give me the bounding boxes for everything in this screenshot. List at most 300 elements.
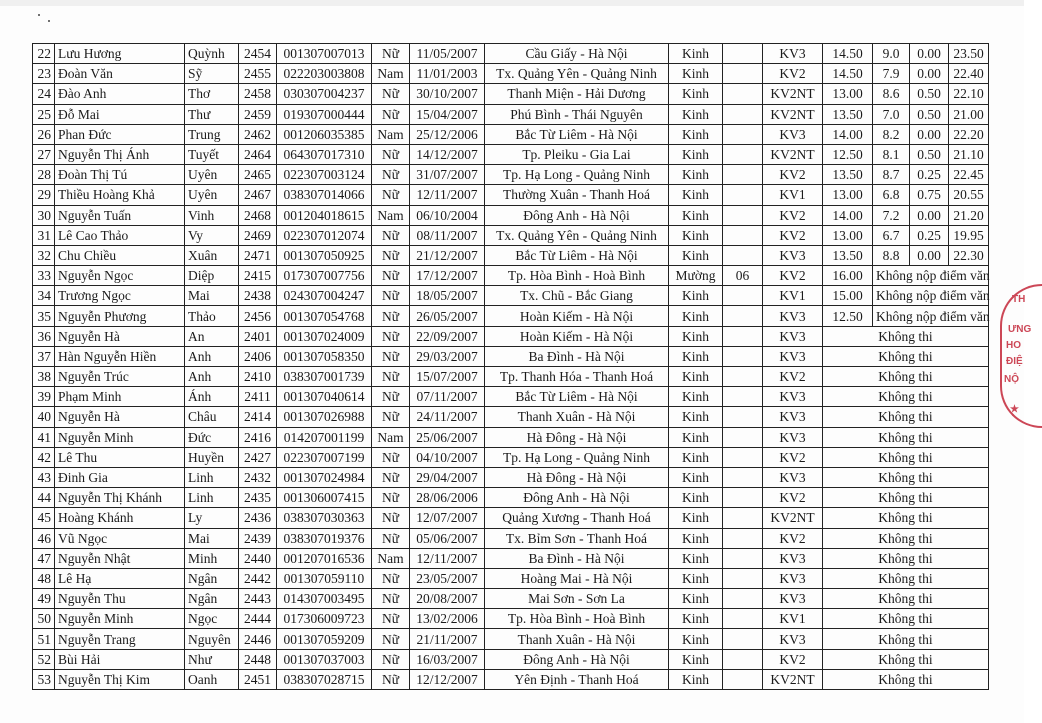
- ethnicity-code-cell: [723, 104, 763, 124]
- candidate-score-table: [32, 43, 989, 690]
- total-score-cell: 19.95: [949, 225, 989, 245]
- id-number-cell: 022307003124: [277, 165, 372, 185]
- score-cell: 14.00: [823, 124, 873, 144]
- region-cell: KV1: [763, 185, 823, 205]
- given-name-cell: Mai: [185, 286, 239, 306]
- candidate-number-cell: 2467: [239, 185, 277, 205]
- status-note-cell: Không thi: [823, 407, 989, 427]
- gender-cell: Nữ: [372, 629, 410, 649]
- birth-date-cell: 17/12/2007: [410, 266, 485, 286]
- row-number: 33: [33, 266, 55, 286]
- score-cell: 8.1: [873, 144, 910, 164]
- hometown-cell: Tx. Chũ - Bắc Giang: [485, 286, 669, 306]
- bonus-score-cell: 0.50: [910, 84, 949, 104]
- hometown-cell: Bắc Từ Liêm - Hà Nội: [485, 387, 669, 407]
- scan-speck: [48, 20, 50, 22]
- given-name-cell: Vinh: [185, 205, 239, 225]
- given-name-cell: Sỹ: [185, 64, 239, 84]
- bonus-score-cell: 0.00: [910, 64, 949, 84]
- gender-cell: Nữ: [372, 467, 410, 487]
- region-cell: KV3: [763, 407, 823, 427]
- table-row: [33, 407, 989, 427]
- ethnicity-code-cell: [723, 528, 763, 548]
- score-cell: 13.00: [823, 225, 873, 245]
- gender-cell: Nữ: [372, 367, 410, 387]
- family-name-cell: Trương Ngọc: [55, 286, 185, 306]
- gender-cell: Nữ: [372, 185, 410, 205]
- bonus-score-cell: 0.00: [910, 245, 949, 265]
- candidate-number-cell: 2440: [239, 548, 277, 568]
- status-note-cell: Không thi: [823, 528, 989, 548]
- total-score-cell: 23.50: [949, 44, 989, 64]
- family-name-cell: Chu Chiều: [55, 245, 185, 265]
- gender-cell: Nam: [372, 64, 410, 84]
- status-note-cell: Không thi: [823, 447, 989, 467]
- gender-cell: Nữ: [372, 266, 410, 286]
- candidate-number-cell: 2458: [239, 84, 277, 104]
- ethnicity-cell: Kinh: [669, 508, 723, 528]
- given-name-cell: Quỳnh: [185, 44, 239, 64]
- table-row: [33, 467, 989, 487]
- gender-cell: Nam: [372, 548, 410, 568]
- id-number-cell: 038307030363: [277, 508, 372, 528]
- family-name-cell: Nguyễn Thị Kim: [55, 669, 185, 689]
- score-cell: 6.8: [873, 185, 910, 205]
- ethnicity-cell: Kinh: [669, 104, 723, 124]
- hometown-cell: Bắc Từ Liêm - Hà Nội: [485, 245, 669, 265]
- status-note-cell: Không thi: [823, 387, 989, 407]
- family-name-cell: Thiều Hoàng Khả: [55, 185, 185, 205]
- gender-cell: Nữ: [372, 245, 410, 265]
- birth-date-cell: 21/12/2007: [410, 245, 485, 265]
- id-number-cell: 019307000444: [277, 104, 372, 124]
- ethnicity-code-cell: [723, 568, 763, 588]
- table-row: [33, 367, 989, 387]
- region-cell: KV3: [763, 346, 823, 366]
- family-name-cell: Lê Cao Thảo: [55, 225, 185, 245]
- row-number: 40: [33, 407, 55, 427]
- family-name-cell: Nguyễn Trang: [55, 629, 185, 649]
- ethnicity-cell: Kinh: [669, 44, 723, 64]
- birth-date-cell: 08/11/2007: [410, 225, 485, 245]
- given-name-cell: Ngân: [185, 589, 239, 609]
- bonus-score-cell: 0.00: [910, 205, 949, 225]
- given-name-cell: Ánh: [185, 387, 239, 407]
- ethnicity-code-cell: [723, 44, 763, 64]
- ethnicity-code-cell: [723, 609, 763, 629]
- red-official-stamp: [1000, 284, 1042, 428]
- birth-date-cell: 25/06/2007: [410, 427, 485, 447]
- ethnicity-cell: Kinh: [669, 609, 723, 629]
- hometown-cell: Tx. Quảng Yên - Quảng Ninh: [485, 64, 669, 84]
- total-score-cell: 22.45: [949, 165, 989, 185]
- family-name-cell: Hàn Nguyễn Hiền: [55, 346, 185, 366]
- score-cell: 14.00: [823, 205, 873, 225]
- id-number-cell: 001207016536: [277, 548, 372, 568]
- region-cell: KV2: [763, 649, 823, 669]
- region-cell: KV2: [763, 488, 823, 508]
- family-name-cell: Lê Hạ: [55, 568, 185, 588]
- candidate-number-cell: 2410: [239, 367, 277, 387]
- score-cell: 16.00: [823, 266, 873, 286]
- ethnicity-code-cell: [723, 548, 763, 568]
- candidate-number-cell: 2469: [239, 225, 277, 245]
- id-number-cell: 001307026988: [277, 407, 372, 427]
- family-name-cell: Đỗ Mai: [55, 104, 185, 124]
- birth-date-cell: 31/07/2007: [410, 165, 485, 185]
- candidate-number-cell: 2436: [239, 508, 277, 528]
- birth-date-cell: 13/02/2006: [410, 609, 485, 629]
- birth-date-cell: 06/10/2004: [410, 205, 485, 225]
- region-cell: KV2NT: [763, 669, 823, 689]
- family-name-cell: Nguyễn Minh: [55, 427, 185, 447]
- given-name-cell: Mai: [185, 528, 239, 548]
- status-note-cell: Không thi: [823, 346, 989, 366]
- gender-cell: Nam: [372, 124, 410, 144]
- hometown-cell: Bắc Từ Liêm - Hà Nội: [485, 124, 669, 144]
- table-row: [33, 124, 989, 144]
- hometown-cell: Thanh Miện - Hải Dương: [485, 84, 669, 104]
- row-number: 27: [33, 144, 55, 164]
- birth-date-cell: 11/01/2003: [410, 64, 485, 84]
- candidate-number-cell: 2471: [239, 245, 277, 265]
- hometown-cell: Hà Đông - Hà Nội: [485, 467, 669, 487]
- hometown-cell: Mai Sơn - Sơn La: [485, 589, 669, 609]
- id-number-cell: 038307001739: [277, 367, 372, 387]
- score-cell: 7.9: [873, 64, 910, 84]
- id-number-cell: 001307050925: [277, 245, 372, 265]
- stamp-text-fragment: HO: [1006, 340, 1021, 351]
- given-name-cell: Xuân: [185, 245, 239, 265]
- bonus-score-cell: 0.25: [910, 165, 949, 185]
- birth-date-cell: 22/09/2007: [410, 326, 485, 346]
- region-cell: KV3: [763, 548, 823, 568]
- id-number-cell: 022307007199: [277, 447, 372, 467]
- birth-date-cell: 26/05/2007: [410, 306, 485, 326]
- status-note-cell: Không thi: [823, 568, 989, 588]
- score-cell: 15.00: [823, 286, 873, 306]
- family-name-cell: Phạm Minh: [55, 387, 185, 407]
- hometown-cell: Thanh Xuân - Hà Nội: [485, 407, 669, 427]
- score-cell: 13.50: [823, 245, 873, 265]
- given-name-cell: Linh: [185, 488, 239, 508]
- ethnicity-code-cell: [723, 185, 763, 205]
- candidate-number-cell: 2444: [239, 609, 277, 629]
- region-cell: KV2: [763, 225, 823, 245]
- hometown-cell: Tp. Thanh Hóa - Thanh Hoá: [485, 367, 669, 387]
- given-name-cell: Linh: [185, 467, 239, 487]
- id-number-cell: 030307004237: [277, 84, 372, 104]
- id-number-cell: 038307014066: [277, 185, 372, 205]
- score-cell: 8.6: [873, 84, 910, 104]
- ethnicity-code-cell: [723, 387, 763, 407]
- family-name-cell: Phan Đức: [55, 124, 185, 144]
- ethnicity-code-cell: 06: [723, 266, 763, 286]
- table-row: [33, 508, 989, 528]
- family-name-cell: Nguyễn Tuấn: [55, 205, 185, 225]
- region-cell: KV3: [763, 245, 823, 265]
- table-row: [33, 488, 989, 508]
- table-row: [33, 245, 989, 265]
- bonus-score-cell: 0.50: [910, 104, 949, 124]
- region-cell: KV3: [763, 124, 823, 144]
- ethnicity-cell: Kinh: [669, 649, 723, 669]
- candidate-number-cell: 2416: [239, 427, 277, 447]
- ethnicity-code-cell: [723, 649, 763, 669]
- given-name-cell: Đức: [185, 427, 239, 447]
- candidate-number-cell: 2462: [239, 124, 277, 144]
- row-number: 30: [33, 205, 55, 225]
- total-score-cell: 22.20: [949, 124, 989, 144]
- ethnicity-cell: Kinh: [669, 84, 723, 104]
- id-number-cell: 001307058350: [277, 346, 372, 366]
- candidate-number-cell: 2415: [239, 266, 277, 286]
- stamp-text-fragment: ĐIỆ: [1006, 356, 1023, 367]
- ethnicity-cell: Kinh: [669, 589, 723, 609]
- given-name-cell: Trung: [185, 124, 239, 144]
- candidate-number-cell: 2454: [239, 44, 277, 64]
- score-cell: 8.8: [873, 245, 910, 265]
- region-cell: KV2: [763, 528, 823, 548]
- ethnicity-code-cell: [723, 286, 763, 306]
- hometown-cell: Tx. Quảng Yên - Quảng Ninh: [485, 225, 669, 245]
- row-number: 29: [33, 185, 55, 205]
- family-name-cell: Bùi Hải: [55, 649, 185, 669]
- row-number: 41: [33, 427, 55, 447]
- ethnicity-cell: Kinh: [669, 286, 723, 306]
- region-cell: KV2NT: [763, 144, 823, 164]
- score-cell: 13.00: [823, 185, 873, 205]
- family-name-cell: Hoàng Khánh: [55, 508, 185, 528]
- row-number: 52: [33, 649, 55, 669]
- total-score-cell: 22.40: [949, 64, 989, 84]
- table-row: [33, 326, 989, 346]
- status-note-cell: Không thi: [823, 649, 989, 669]
- birth-date-cell: 25/12/2006: [410, 124, 485, 144]
- ethnicity-cell: Kinh: [669, 387, 723, 407]
- given-name-cell: Ly: [185, 508, 239, 528]
- birth-date-cell: 24/11/2007: [410, 407, 485, 427]
- ethnicity-cell: Kinh: [669, 367, 723, 387]
- region-cell: KV3: [763, 306, 823, 326]
- status-note-cell: Không thi: [823, 427, 989, 447]
- birth-date-cell: 28/06/2006: [410, 488, 485, 508]
- row-number: 42: [33, 447, 55, 467]
- ethnicity-cell: Mường: [669, 266, 723, 286]
- status-note-cell: Không thi: [823, 609, 989, 629]
- table-row: [33, 286, 989, 306]
- gender-cell: Nữ: [372, 104, 410, 124]
- candidate-number-cell: 2448: [239, 649, 277, 669]
- region-cell: KV2NT: [763, 508, 823, 528]
- gender-cell: Nữ: [372, 326, 410, 346]
- family-name-cell: Nguyễn Minh: [55, 609, 185, 629]
- hometown-cell: Tp. Hòa Bình - Hoà Bình: [485, 609, 669, 629]
- ethnicity-cell: Kinh: [669, 629, 723, 649]
- candidate-number-cell: 2435: [239, 488, 277, 508]
- row-number: 43: [33, 467, 55, 487]
- family-name-cell: Đào Anh: [55, 84, 185, 104]
- family-name-cell: Nguyễn Phương: [55, 306, 185, 326]
- gender-cell: Nữ: [372, 568, 410, 588]
- given-name-cell: Anh: [185, 346, 239, 366]
- ethnicity-code-cell: [723, 467, 763, 487]
- ethnicity-cell: Kinh: [669, 165, 723, 185]
- ethnicity-code-cell: [723, 205, 763, 225]
- status-note-cell: Không nộp điểm văn: [873, 306, 989, 326]
- table-row: [33, 104, 989, 124]
- birth-date-cell: 12/11/2007: [410, 185, 485, 205]
- ethnicity-code-cell: [723, 326, 763, 346]
- gender-cell: Nữ: [372, 346, 410, 366]
- table-row: [33, 629, 989, 649]
- table-row: [33, 609, 989, 629]
- hometown-cell: Tp. Hạ Long - Quảng Ninh: [485, 447, 669, 467]
- hometown-cell: Hoàng Mai - Hà Nội: [485, 568, 669, 588]
- birth-date-cell: 11/05/2007: [410, 44, 485, 64]
- ethnicity-cell: Kinh: [669, 447, 723, 467]
- ethnicity-cell: Kinh: [669, 427, 723, 447]
- region-cell: KV3: [763, 467, 823, 487]
- score-cell: 7.2: [873, 205, 910, 225]
- family-name-cell: Nguyễn Hà: [55, 326, 185, 346]
- table-row: [33, 548, 989, 568]
- score-cell: 6.7: [873, 225, 910, 245]
- region-cell: KV3: [763, 326, 823, 346]
- ethnicity-code-cell: [723, 427, 763, 447]
- row-number: 38: [33, 367, 55, 387]
- region-cell: KV2NT: [763, 84, 823, 104]
- status-note-cell: Không thi: [823, 669, 989, 689]
- candidate-number-cell: 2439: [239, 528, 277, 548]
- birth-date-cell: 12/11/2007: [410, 548, 485, 568]
- status-note-cell: Không thi: [823, 488, 989, 508]
- row-number: 47: [33, 548, 55, 568]
- ethnicity-code-cell: [723, 225, 763, 245]
- bonus-score-cell: 0.00: [910, 124, 949, 144]
- region-cell: KV2: [763, 367, 823, 387]
- id-number-cell: 001307040614: [277, 387, 372, 407]
- ethnicity-code-cell: [723, 346, 763, 366]
- region-cell: KV2: [763, 205, 823, 225]
- total-score-cell: 21.20: [949, 205, 989, 225]
- row-number: 22: [33, 44, 55, 64]
- score-cell: 12.50: [823, 306, 873, 326]
- table-row: [33, 165, 989, 185]
- birth-date-cell: 18/05/2007: [410, 286, 485, 306]
- gender-cell: Nữ: [372, 589, 410, 609]
- region-cell: KV2: [763, 266, 823, 286]
- ethnicity-cell: Kinh: [669, 407, 723, 427]
- candidate-number-cell: 2442: [239, 568, 277, 588]
- gender-cell: Nữ: [372, 84, 410, 104]
- given-name-cell: Nguyên: [185, 629, 239, 649]
- score-cell: 8.7: [873, 165, 910, 185]
- gender-cell: Nam: [372, 427, 410, 447]
- ethnicity-cell: Kinh: [669, 488, 723, 508]
- bonus-score-cell: 0.75: [910, 185, 949, 205]
- region-cell: KV3: [763, 589, 823, 609]
- row-number: 31: [33, 225, 55, 245]
- region-cell: KV3: [763, 427, 823, 447]
- candidate-number-cell: 2464: [239, 144, 277, 164]
- given-name-cell: Thư: [185, 104, 239, 124]
- id-number-cell: 017306009723: [277, 609, 372, 629]
- table-row: [33, 669, 989, 689]
- row-number: 39: [33, 387, 55, 407]
- table-row: [33, 346, 989, 366]
- bonus-score-cell: 0.25: [910, 225, 949, 245]
- gender-cell: Nữ: [372, 669, 410, 689]
- given-name-cell: Oanh: [185, 669, 239, 689]
- hometown-cell: Thanh Xuân - Hà Nội: [485, 629, 669, 649]
- hometown-cell: Hà Đông - Hà Nội: [485, 427, 669, 447]
- given-name-cell: Uyên: [185, 165, 239, 185]
- status-note-cell: Không thi: [823, 589, 989, 609]
- region-cell: KV2: [763, 165, 823, 185]
- ethnicity-cell: Kinh: [669, 245, 723, 265]
- ethnicity-code-cell: [723, 306, 763, 326]
- ethnicity-code-cell: [723, 245, 763, 265]
- total-score-cell: 20.55: [949, 185, 989, 205]
- candidate-number-cell: 2465: [239, 165, 277, 185]
- family-name-cell: Nguyễn Nhật: [55, 548, 185, 568]
- table-row: [33, 568, 989, 588]
- given-name-cell: Như: [185, 649, 239, 669]
- table-body: [33, 44, 989, 690]
- score-cell: 8.2: [873, 124, 910, 144]
- hometown-cell: Hoàn Kiếm - Hà Nội: [485, 306, 669, 326]
- row-number: 25: [33, 104, 55, 124]
- given-name-cell: An: [185, 326, 239, 346]
- birth-date-cell: 23/05/2007: [410, 568, 485, 588]
- page-top-edge: [0, 0, 1024, 6]
- hometown-cell: Đông Anh - Hà Nội: [485, 205, 669, 225]
- row-number: 32: [33, 245, 55, 265]
- table-row: [33, 205, 989, 225]
- ethnicity-code-cell: [723, 64, 763, 84]
- ethnicity-cell: Kinh: [669, 144, 723, 164]
- ethnicity-code-cell: [723, 124, 763, 144]
- row-number: 36: [33, 326, 55, 346]
- ethnicity-cell: Kinh: [669, 548, 723, 568]
- birth-date-cell: 12/07/2007: [410, 508, 485, 528]
- id-number-cell: 001307059110: [277, 568, 372, 588]
- family-name-cell: Lưu Hương: [55, 44, 185, 64]
- ethnicity-cell: Kinh: [669, 326, 723, 346]
- given-name-cell: Ngọc: [185, 609, 239, 629]
- ethnicity-cell: Kinh: [669, 528, 723, 548]
- birth-date-cell: 20/08/2007: [410, 589, 485, 609]
- table-row: [33, 387, 989, 407]
- hometown-cell: Quảng Xương - Thanh Hoá: [485, 508, 669, 528]
- gender-cell: Nữ: [372, 508, 410, 528]
- hometown-cell: Phú Bình - Thái Nguyên: [485, 104, 669, 124]
- birth-date-cell: 29/03/2007: [410, 346, 485, 366]
- candidate-number-cell: 2432: [239, 467, 277, 487]
- candidate-number-cell: 2401: [239, 326, 277, 346]
- candidate-number-cell: 2455: [239, 64, 277, 84]
- birth-date-cell: 14/12/2007: [410, 144, 485, 164]
- given-name-cell: Vy: [185, 225, 239, 245]
- hometown-cell: Tp. Hạ Long - Quảng Ninh: [485, 165, 669, 185]
- ethnicity-cell: Kinh: [669, 568, 723, 588]
- table-row: [33, 447, 989, 467]
- region-cell: KV1: [763, 609, 823, 629]
- gender-cell: Nữ: [372, 609, 410, 629]
- total-score-cell: 21.10: [949, 144, 989, 164]
- ethnicity-code-cell: [723, 589, 763, 609]
